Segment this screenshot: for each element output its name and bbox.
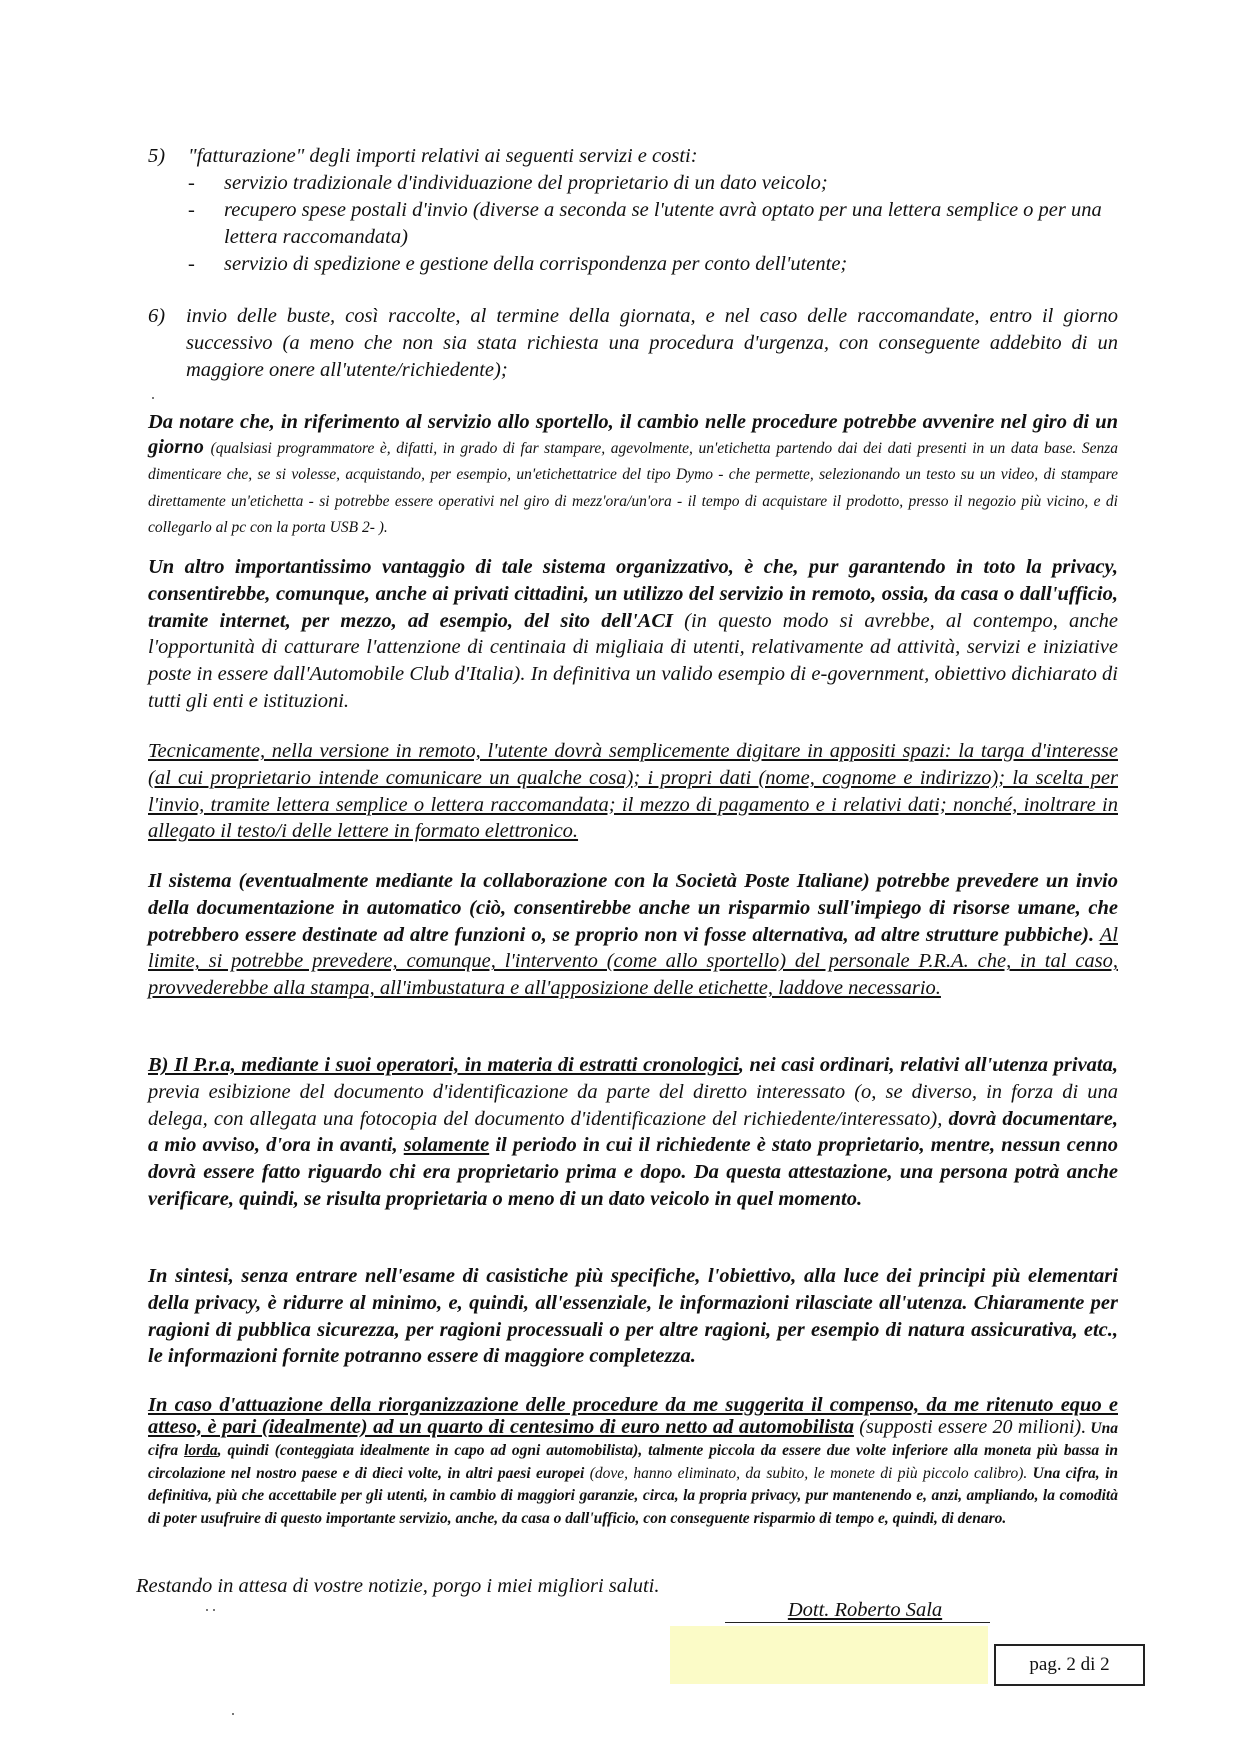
paragraph-b: B) Il P.r.a, mediante i suoi operatori, in materia di estratti cronologici, nei casi ordinari, relativi all'utenza privata, previa esibizione del documento d'identificazione da parte del diretto interessato (o, se diverso, in forza di una delega, con allegata una fotocopia del documento d'identificazione del richiedente/interessato), dovrà documentare, a mio avviso, d'ora in avanti, solamente il periodo in cui il richiedente è stato proprietario, mentre, nessun cenno dovrà essere fatto riguardo chi era proprietario prima e dopo. Da questa attestazione, una persona potrà anche verificare, quindi, se risulta proprietaria o meno di un dato veicolo in quel momento. xyxy=(148,1054,1119,1210)
scan-speck xyxy=(213,1609,215,1611)
signature-name: Dott. Roberto Sala xyxy=(787,1599,943,1621)
page-number: pag. 2 di 2 xyxy=(1029,1654,1110,1675)
item-lead: "fatturazione" degli importi relativi ai seguenti servizi e costi: xyxy=(188,145,698,167)
highlight-box xyxy=(670,1626,988,1684)
scan-speck xyxy=(232,1713,234,1715)
paragraph-tecnicamente: Tecnicamente, nella versione in remoto, l'utente dovrà semplicemente digitare in appositi spazi: la targa d'interesse (al cui proprietario intende comunicare un qualche cosa); i propri dati (nome, cognome e indirizzo); la scelta per l'invio, tramite lettera semplice o lettera raccomandata; il mezzo di pagamento e i relativi dati; nonché, inoltrare in allegato il testo/i delle lettere in formato elettronico. xyxy=(148,740,1118,843)
scan-speck xyxy=(152,397,154,399)
item-text: invio delle buste, così raccolte, al termine della giornata, e nel caso delle raccomandate, entro il giorno successivo (a meno che non sia stata richiesta una procedura d'urgenza, con conseguente addebito di un maggiore onere all'utente/richiedente); xyxy=(186,305,1118,381)
paragraph-sistema: Il sistema (eventualmente mediante la collaborazione con la Società Poste Italiane) potrebbe prevedere un invio della documentazione in automatico (ciò, consentirebbe anche un risparmio sull'impiego di risorse umane, che potrebbero essere destinate ad altre funzioni o, se proprio non vi fosse alternativa, ad altre strutture pubbiche). Al limite, si potrebbe prevedere, comunque, l'intervento (come allo sportello) del personale P.R.A. che, in tal caso, provvederebbe alla stampa, all'imbustatura e all'apposizione delle etichette, laddove necessario. xyxy=(148,870,1118,1000)
item-number: 6) xyxy=(148,305,166,327)
document-page: 5) "fatturazione" degli importi relativi ai seguenti servizi e costi: - servizio tradizionale d'individuazione del proprietario di un dato veicolo; - recupero spese postali d'invio (diverse a seconda se l'utente avrà optato per una lettera semplice o per una lettera raccomandata) - servizio di spedizione e gestione della corrispondenza per conto dell'utente; 6) invio delle buste, così raccolte, al termine della giornata, e nel caso delle raccomandate, entro il giorno successivo (a meno che non sia stata richiesta una procedura d'urgenza, con conseguente addebito di un maggiore onere all'utente/richiedente); Da notare che, in riferimento al servizio allo sportello, il cambio nelle procedure potrebbe avvenire nel giro di un giorno (qualsiasi programmatore è, difatti, in grado di far stampare, agevolmente, un'etichetta partendo dai dei dati presenti in un data base. Senza dimenticare che, se si volesse, acquistando, per esempio, un'etichettatrice del tipo Dymo - che permette, selezionando un testo su un video, di stampare direttamente un'etichetta - si potrebbe essere operativi nel giro di mezz'ora/un'ora - il tempo di acquistare il prodotto, presso il negozio più vicino, e di collegarlo al pc con la porta USB 2- ). Un altro importantissimo vantaggio di tale sistema organizzativo, è che, pur garantendo in toto la privacy, consentirebbe, comunque, anche ai privati cittadini, un utilizzo del servizio in remoto, ossia, da casa o dall'ufficio, tramite internet, per mezzo, ad esempio, del sito dell'ACI (in questo modo si avrebbe, al contempo, anche l'opportunità di catturare l'attenzione di centinaia di migliaia di utenti, relativamente ad attività, servizi e iniziative poste in essere dall'Automobile Club d'Italia). In definitiva un valido esempio di e-government, obiettivo dichiarato di tutti gli enti e istituzioni. Tecnicamente, nella versione in remoto, l'utente dovrà semplicemente digitare in appositi spazi: la targa d'interesse (al cui proprietario intende comunicare un qualche cosa); i propri dati (nome, cognome e indirizzo); la scelta per l'invio, tramite lettera semplice o lettera raccomandata; il mezzo di pagamento e i relativi dati; nonché, inoltrare in allegato il testo/i delle lettere in formato elettronico. Il sistema (eventualmente mediante la collaborazione con la Società Poste Italiane) potrebbe prevedere un invio della documentazione in automatico (ciò, consentirebbe anche un risparmio sull'impiego di risorse umane, che potrebbero essere destinate ad altre funzioni o, se proprio non vi fosse alternativa, ad altre strutture pubbiche). Al limite, si potrebbe prevedere, comunque, l'intervento (come allo sportello) del personale P.R.A. che, in tal caso, provvederebbe alla stampa, all'imbustatura e all'apposizione delle etichette, laddove necessario. B) Il P.r.a, mediante i suoi operatori, in materia di estratti cronologici, nei casi ordinari, relativi all'utenza privata, previa esibizione del documento d'identificazione da parte del diretto interessato (o, se diverso, in forza di una delega, con allegata una fotocopia del documento d'identificazione del richiedente/interessato), dovrà documentare, a mio avviso, d'ora in avanti, solamente il periodo in cui il richiedente è stato proprietario, mentre, nessun cenno dovrà essere fatto riguardo chi era proprietario prima e dopo. Da questa attestazione, una persona potrà anche verificare, quindi, se risulta proprietaria o meno di un dato veicolo in quel momento. In sintesi, senza entrare nell'esame di casistiche più specifiche, l'obiettivo, alla luce dei principi più elementari della privacy, è ridurre al minimo, e, quindi, all'essenziale, le informazioni rilasciate all'utenza. Chiaramente per ragioni di pubblica sicurezza, per ragioni processuali o per altre ragioni, per esempio di natura assicurativa, etc., le informazioni fornite potranno essere di maggiore completezza. In caso d'attuazione della riorganizzazione delle procedure da me suggerita il compenso, da me ritenuto equo e atteso, è pari (idealmente) ad un quarto di centesimo di euro netto ad automobilista (supposti essere 20 milioni). Una cifra lorda, quindi (conteggiata idealmente in capo ad ogni automobilista), talmente piccola da essere due volte inferiore alla moneta più bassa in circolazione nel nostro paese e di dieci volte, in altri paesi europei (dove, hanno eliminato, da subito, le monete di più piccolo calibro). Una cifra, in definitiva, più che accettabile per gli utenti, in cambio di maggiori garanzie, circa, la propria privacy, pur mantenendo e, anzi, ampliando, la comodità di poter usufruire di questo importante servizio, anche, da casa o dall'ufficio, con conseguente risparmio di tempo e, quindi, di denaro. Restando in attesa di vostre notizie, porgo i miei migliori saluti. Dott. Roberto Sala pag. 2 di 2 xyxy=(0,0,1240,1754)
paragraph-vantaggio: Un altro importantissimo vantaggio di tale sistema organizzativo, è che, pur garantendo in toto la privacy, consentirebbe, comunque, anche ai privati cittadini, un utilizzo del servizio in remoto, ossia, da casa o dall'ufficio, tramite internet, per mezzo, ad esempio, del sito dell'ACI (in questo modo si avrebbe, al contempo, anche l'opportunità di catturare l'attenzione di centinaia di migliaia di utenti, relativamente ad attività, servizi e iniziative poste in essere dall'Automobile Club d'Italia). In definitiva un valido esempio di e-government, obiettivo dichiarato di tutti gli enti e istituzioni. xyxy=(148,556,1118,712)
scan-speck xyxy=(206,1609,208,1611)
paragraph-sintesi: In sintesi, senza entrare nell'esame di casistiche più specifiche, l'obiettivo, alla luce dei principi più elementari della privacy, è ridurre al minimo, e, quindi, all'essenziale, le informazioni rilasciate all'utenza. Chiaramente per ragioni di pubblica sicurezza, per ragioni processuali o per altre ragioni, per esempio di natura assicurativa, etc., le informazioni fornite potranno essere di maggiore completezza. xyxy=(148,1265,1118,1368)
closing-greeting: Restando in attesa di vostre notizie, porgo i miei migliori saluti. xyxy=(136,1575,660,1597)
paragraph-notare: Da notare che, in riferimento al servizio allo sportello, il cambio nelle procedure potrebbe avvenire nel giro di un giorno (qualsiasi programmatore è, difatti, in grado di far stampare, agevolmente, un'etichetta partendo dai dei dati presenti in un data base. Senza dimenticare che, se si volesse, acquistando, per esempio, un'etichettatrice del tipo Dymo - che permette, selezionando un testo su un video, di stampare direttamente un'etichetta - si potrebbe essere operativi nel giro di mezz'ora/un'ora - il tempo di acquistare il prodotto, presso il negozio più vicino, e di collegarlo al pc con la porta USB 2- ). xyxy=(148,411,1118,536)
item-number: 5) xyxy=(148,145,166,167)
page-number-box xyxy=(994,1644,1145,1686)
paragraph-compenso: In caso d'attuazione della riorganizzazione delle procedure da me suggerita il compenso, da me ritenuto equo e atteso, è pari (idealmente) ad un quarto di centesimo di euro netto ad automobilista (supposti essere 20 milioni). Una cifra lorda, quindi (conteggiata idealmente in capo ad ogni automobilista), talmente piccola da essere due volte inferiore alla moneta più bassa in circolazione nel nostro paese e di dieci volte, in altri paesi europei (dove, hanno eliminato, da subito, le monete di più piccolo calibro). Una cifra, in definitiva, più che accettabile per gli utenti, in cambio di maggiori garanzie, circa, la propria privacy, pur mantenendo e, anzi, ampliando, la comodità di poter usufruire di questo importante servizio, anche, da casa o dall'ufficio, con conseguente risparmio di tempo e, quindi, di denaro. xyxy=(148,1394,1119,1527)
signature-line xyxy=(725,1622,990,1623)
